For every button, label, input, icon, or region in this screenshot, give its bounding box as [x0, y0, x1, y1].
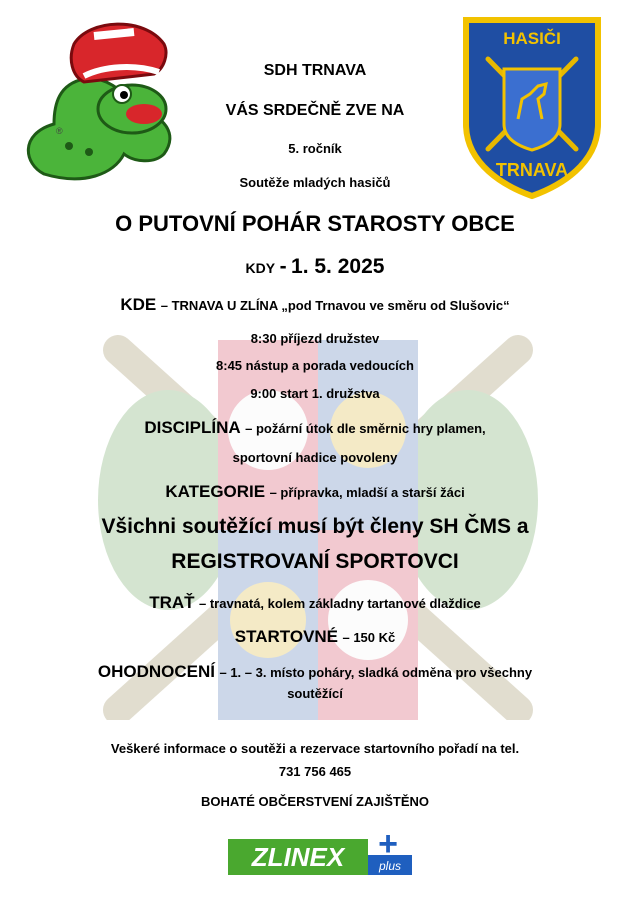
when-row [0, 255, 630, 279]
category-row [0, 482, 630, 502]
when-date: 1. 5. 2025 [291, 255, 385, 278]
schedule-item: 8:45 nástup a porada vedoucích [216, 358, 414, 373]
schedule-item: 8:30 příjezd družstev [250, 331, 380, 346]
schedule-item: 9:00 start 1. družstva [250, 386, 380, 401]
track-text: – travnatá, kolem základny tartanové dlaždice [199, 596, 481, 611]
invite-line: VÁS SRDEČNĚ ZVE NA [225, 102, 405, 119]
contact-info: Veškeré informace o soutěži a rezervace startovního pořadí na tel. [110, 741, 520, 756]
badge-top-text: HASIČI [503, 29, 561, 48]
evaluation-text-2: soutěžící [287, 686, 343, 701]
notice-line-1: Všichni soutěžící musí být členy SH ČMS a [101, 515, 529, 538]
discipline-text-2: sportovní hadice povoleny [232, 450, 398, 465]
sponsor-suffix: plus [378, 859, 402, 873]
discipline-label: DISCIPLÍNA [144, 418, 241, 437]
page-title: O PUTOVNÍ POHÁR STAROSTY OBCE [115, 211, 515, 236]
org-name: SDH TRNAVA [263, 62, 367, 79]
evaluation-label: OHODNOCENÍ [97, 662, 216, 681]
fee-label: STARTOVNÉ [234, 627, 339, 646]
where-row [0, 295, 630, 315]
category-label: KATEGORIE [165, 482, 266, 501]
track-label: TRAŤ [149, 593, 195, 612]
fee-row [0, 627, 630, 647]
category-text: – přípravka, mladší a starší žáci [269, 485, 465, 500]
sponsor-name: ZLINEX [251, 842, 345, 872]
sponsor-plus-mark: + [378, 829, 398, 863]
where-label: KDE [120, 295, 157, 314]
edition: 5. ročník [288, 141, 342, 156]
discipline-row [0, 418, 630, 438]
discipline-text: – požární útok dle směrnic hry plamen, [245, 421, 486, 436]
when-label: KDY [245, 260, 276, 276]
fee-text: – 150 Kč [342, 630, 396, 645]
refreshments: BOHATÉ OBČERSTVENÍ ZAJIŠTĚNO [200, 794, 429, 809]
badge-bottom-text: TRNAVA [495, 160, 569, 180]
notice-line-2: REGISTROVANÍ SPORTOVCI [171, 550, 459, 573]
where-text: – TRNAVA U ZLÍNA „pod Trnavou ve směru od Slušovic“ [160, 298, 510, 313]
trademark-mark: ® [56, 126, 63, 136]
contact-phone: 731 756 465 [278, 764, 352, 779]
evaluation-row [0, 662, 630, 682]
evaluation-text: – 1. – 3. místo poháry, sladká odměna pro všechny [219, 665, 533, 680]
when-separator: - [279, 255, 287, 278]
competition-name: Soutěže mladých hasičů [239, 175, 391, 190]
track-row [0, 593, 630, 613]
